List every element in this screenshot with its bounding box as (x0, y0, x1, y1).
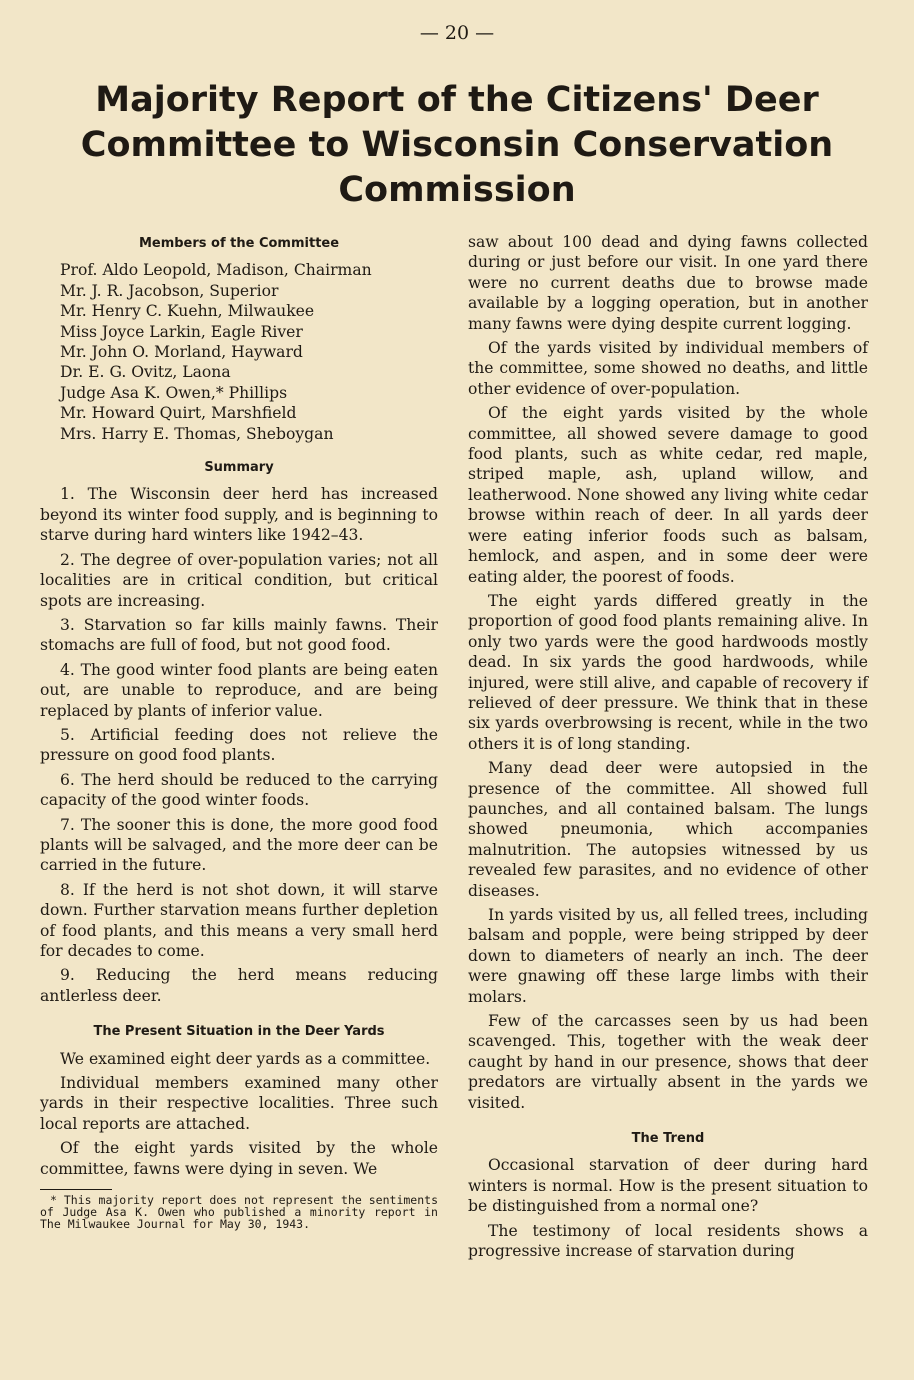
summary-heading: Summary (204, 460, 274, 476)
summary-item: 1. The Wisconsin deer herd has increased beyond its winter food supply, and is beginning to starve during hard winters like 1942–43. (40, 485, 438, 545)
member-item: Judge Asa K. Owen,* Phillips (60, 383, 288, 402)
summary-item: 5. Artificial feeding does not relieve the pressure on good food plants. (40, 725, 438, 765)
summary-item: 9. Reducing the herd means reducing antlerless deer. (40, 966, 438, 1005)
paragraph: Few of the carcasses seen by us had been scavenged. This, together with the weak deer caught by hand in our presence, shows that deer predators are virtually absent in the yards we visited. (468, 1012, 868, 1112)
trend-heading: The Trend (631, 1131, 705, 1147)
paragraph: saw about 100 dead and dying fawns collected during or just before our visit. In one yard there were no current deaths due to browse made available by a logging operation, but in another many fawns were dying despite current logging. (468, 233, 868, 333)
page-number: — 20 — (419, 22, 495, 44)
summary-item: 6. The herd should be reduced to the carrying capacity of the good winter foods. (40, 770, 438, 810)
paragraph: The testimony of local residents shows a progressive increase of starvation during (468, 1221, 868, 1261)
paragraph: Many dead deer were autopsied in the presence of the committee. All showed full paunches, and all contained balsam. The lungs showed pneumonia, which accompanies malnutrition. The autopsies witnessed by us revealed few parasites, and no evidence of other diseases. (468, 759, 868, 900)
summary-item: 4. The good winter food plants are being eaten out, are unable to reproduce, and are being replaced by plants of inferior value. (40, 660, 438, 720)
paragraph: The eight yards differed greatly in the proportion of good food plants remaining alive. In only two yards were the good hardwoods mostly dead. In six yards the good hardwoods, while injured, were still alive, and capable of recovery if relieved of deer pressure. We think that in these six yards overbrowsing is recent, while in the two others it is of long standing. (468, 591, 868, 753)
member-item: Mr. Henry C. Kuehn, Milwaukee (60, 302, 315, 321)
member-item: Mrs. Harry E. Thomas, Sheboygan (60, 424, 334, 443)
present-situation-heading: The Present Situation in the Deer Yards (93, 1024, 385, 1040)
footnote-divider (40, 1189, 112, 1190)
paragraph: We examined eight deer yards as a committee. (60, 1049, 431, 1068)
paragraph: Occasional starvation of deer during hard winters is normal. How is the present situation to be distinguished from a normal one? (468, 1156, 868, 1216)
member-item: Miss Joyce Larkin, Eagle River (60, 322, 303, 341)
right-column (468, 232, 868, 1266)
page-title: Majority Report of the Citizens' Deer Committee to Wisconsin Conservation Commission (80, 80, 834, 210)
member-item: Dr. E. G. Ovitz, Laona (60, 363, 231, 382)
paragraph: Of the eight yards visited by the whole committee, fawns were dying in seven. We (40, 1139, 438, 1178)
member-list (40, 260, 438, 444)
paragraph: Individual members examined many other yards in their respective localities. Three such local reports are attached. (40, 1074, 438, 1133)
member-item: Mr. J. R. Jacobson, Superior (60, 281, 279, 300)
paragraph: Of the eight yards visited by the whole committee, all showed severe damage to good food plants, such as white cedar, red maple, striped maple, ash, upland willow, and leatherwood. None showed any living white cedar browse within reach of deer. In all yards deer were eating inferior foods such as balsam, hemlock, and aspen, and in some deer were eating alder, the poorest of foods. (468, 404, 868, 586)
members-heading: Members of the Committee (138, 236, 340, 251)
summary-item: 2. The degree of over-population varies; not all localities are in critical condition, but critical spots are increasing. (40, 550, 438, 610)
footnote: * This majority report does not represent the sentiments of Judge Asa K. Owen who published a minority report in The Milwaukee Journal for May 30, 1943. (40, 1193, 438, 1232)
summary-item: 8. If the herd is not shot down, it will starve down. Further starvation means further depletion of food plants, and this means a very small herd for decades to come. (40, 880, 438, 960)
paragraph: Of the yards visited by individual members of the committee, some showed no deaths, and little other evidence of over-population. (468, 339, 868, 398)
member-item: Mr. John O. Morland, Hayward (60, 343, 303, 362)
paragraph: In yards visited by us, all felled trees, including balsam and popple, were being stripped by deer down to diameters of nearly an inch. The deer were gnawing off these large limbs with their molars. (468, 906, 868, 1006)
left-column (40, 232, 438, 1230)
summary-item: 3. Starvation so far kills mainly fawns. Their stomachs are full of food, but not good food. (40, 615, 438, 655)
member-item: Prof. Aldo Leopold, Madison, Chairman (60, 261, 372, 280)
summary-item: 7. The sooner this is done, the more good food plants will be salvaged, and the more deer can be carried in the future. (40, 815, 438, 875)
member-item: Mr. Howard Quirt, Marshfield (60, 404, 297, 423)
